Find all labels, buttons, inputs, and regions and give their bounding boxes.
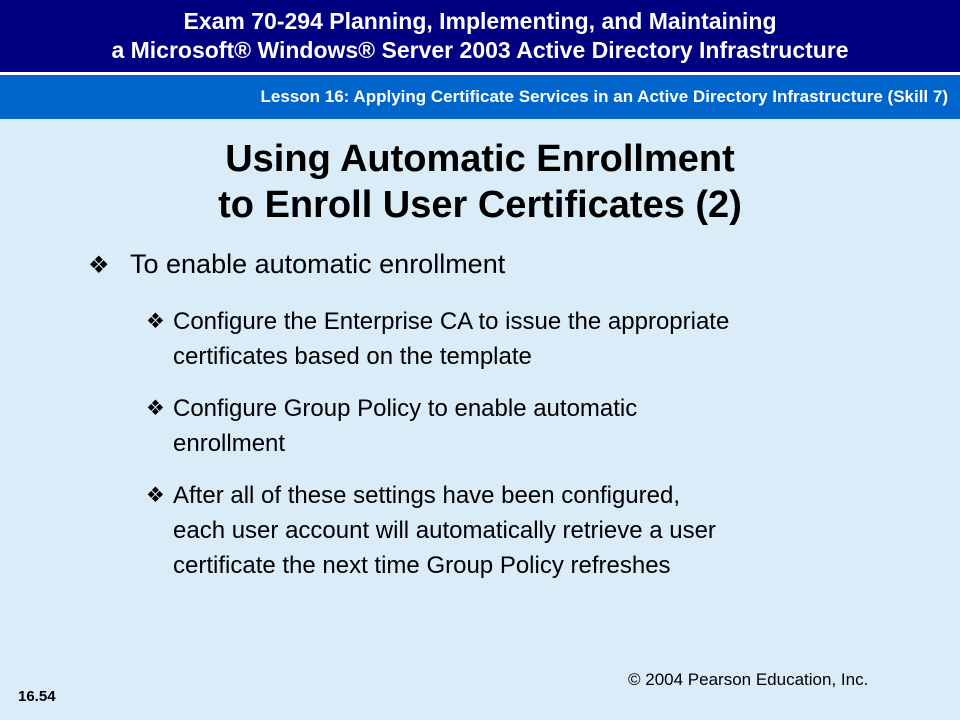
- sub-bullet-line: After all of these settings have been configured,: [173, 482, 680, 509]
- main-bullet: [88, 246, 505, 284]
- diamond-bullet-icon: ❖: [146, 484, 165, 507]
- sub-bullet: [146, 478, 866, 583]
- sub-bullet-line: certificates based on the template: [173, 343, 532, 370]
- sub-bullet-line: each user account will automatically retrieve a user: [173, 517, 716, 544]
- sub-bullet-text: [146, 304, 866, 374]
- sub-bullet-line: Configure Group Policy to enable automatic: [173, 395, 638, 422]
- diamond-bullet-icon: ❖: [88, 252, 110, 279]
- diamond-bullet-icon: ❖: [146, 397, 165, 420]
- exam-title-line-2: a Microsoft® Windows® Server 2003 Active Directory Infrastructure: [111, 37, 849, 63]
- exam-title-line-1: Exam 70-294 Planning, Implementing, and Maintaining: [183, 8, 777, 34]
- slide-title-line-2: to Enroll User Certificates (2): [218, 184, 742, 226]
- slide-number: 16.54: [18, 688, 56, 705]
- diamond-bullet-icon: ❖: [146, 310, 165, 333]
- copyright-notice: © 2004 Pearson Education, Inc.: [628, 670, 869, 689]
- lesson-title: Lesson 16: Applying Certificate Services in an Active Directory Infrastructure (Skill 7): [260, 87, 948, 106]
- sub-bullet: [146, 391, 866, 461]
- sub-bullet-line: enrollment: [173, 430, 286, 457]
- sub-bullet-text: [146, 391, 866, 461]
- sub-bullet-line: Configure the Enterprise CA to issue the appropriate: [173, 308, 730, 335]
- main-bullet-text: To enable automatic enrollment: [130, 249, 506, 279]
- sub-bullet-line: certificate the next time Group Policy refreshes: [173, 552, 671, 579]
- slide-title-line-1: Using Automatic Enrollment: [225, 138, 735, 180]
- sub-bullet: [146, 304, 866, 374]
- sub-bullet-text: [146, 478, 866, 583]
